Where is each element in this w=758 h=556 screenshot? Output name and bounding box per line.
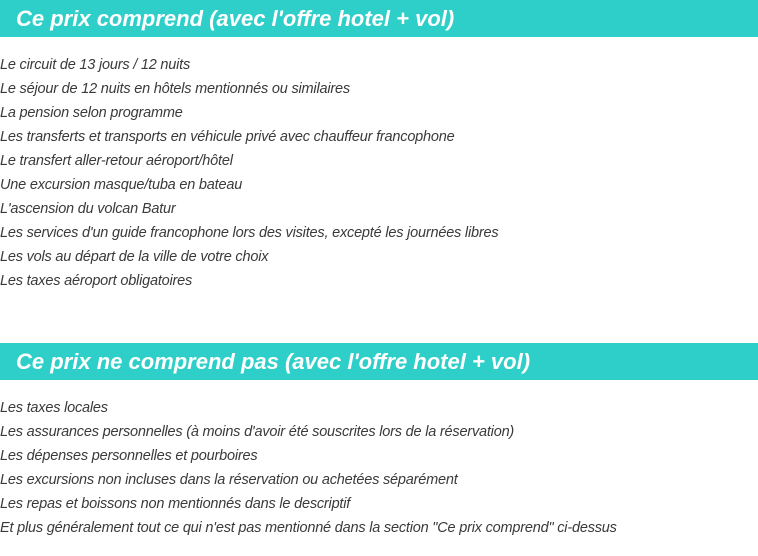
included-item: Le transfert aller-retour aéroport/hôtel: [0, 153, 233, 169]
included-item: Les taxes aéroport obligatoires: [0, 273, 193, 289]
included-item: L'ascension du volcan Batur: [0, 201, 176, 217]
included-section-title: Ce prix comprend (avec l'offre hotel + vol): [0, 0, 758, 37]
included-item: La pension selon programme: [0, 105, 183, 121]
included-item: Une excursion masque/tuba en bateau: [0, 177, 243, 193]
included-item: Le séjour de 12 nuits en hôtels mentionnés ou similaires: [0, 81, 350, 97]
excluded-item: Les assurances personnelles (à moins d'avoir été souscrites lors de la réservation): [0, 424, 515, 440]
included-item: Les vols au départ de la ville de votre choix: [0, 249, 269, 265]
excluded-item: Les excursions non incluses dans la réservation ou achetées séparément: [0, 472, 458, 488]
excluded-item: Les repas et boissons non mentionnés dans le descriptif: [0, 496, 351, 512]
included-item: Les transferts et transports en véhicule privé avec chauffeur francophone: [0, 129, 455, 145]
excluded-items-list: [0, 396, 758, 540]
excluded-section-title: Ce prix ne comprend pas (avec l'offre hotel + vol): [0, 343, 758, 380]
included-item: Le circuit de 13 jours / 12 nuits: [0, 57, 191, 73]
included-item: Les services d'un guide francophone lors des visites, excepté les journées libres: [0, 225, 499, 241]
excluded-item: Les taxes locales: [0, 400, 108, 416]
excluded-item: Et plus généralement tout ce qui n'est pas mentionné dans la section "Ce prix comprend" ci-dessus: [0, 520, 617, 536]
excluded-item: Les dépenses personnelles et pourboires: [0, 448, 258, 464]
included-items-list: [0, 53, 758, 293]
